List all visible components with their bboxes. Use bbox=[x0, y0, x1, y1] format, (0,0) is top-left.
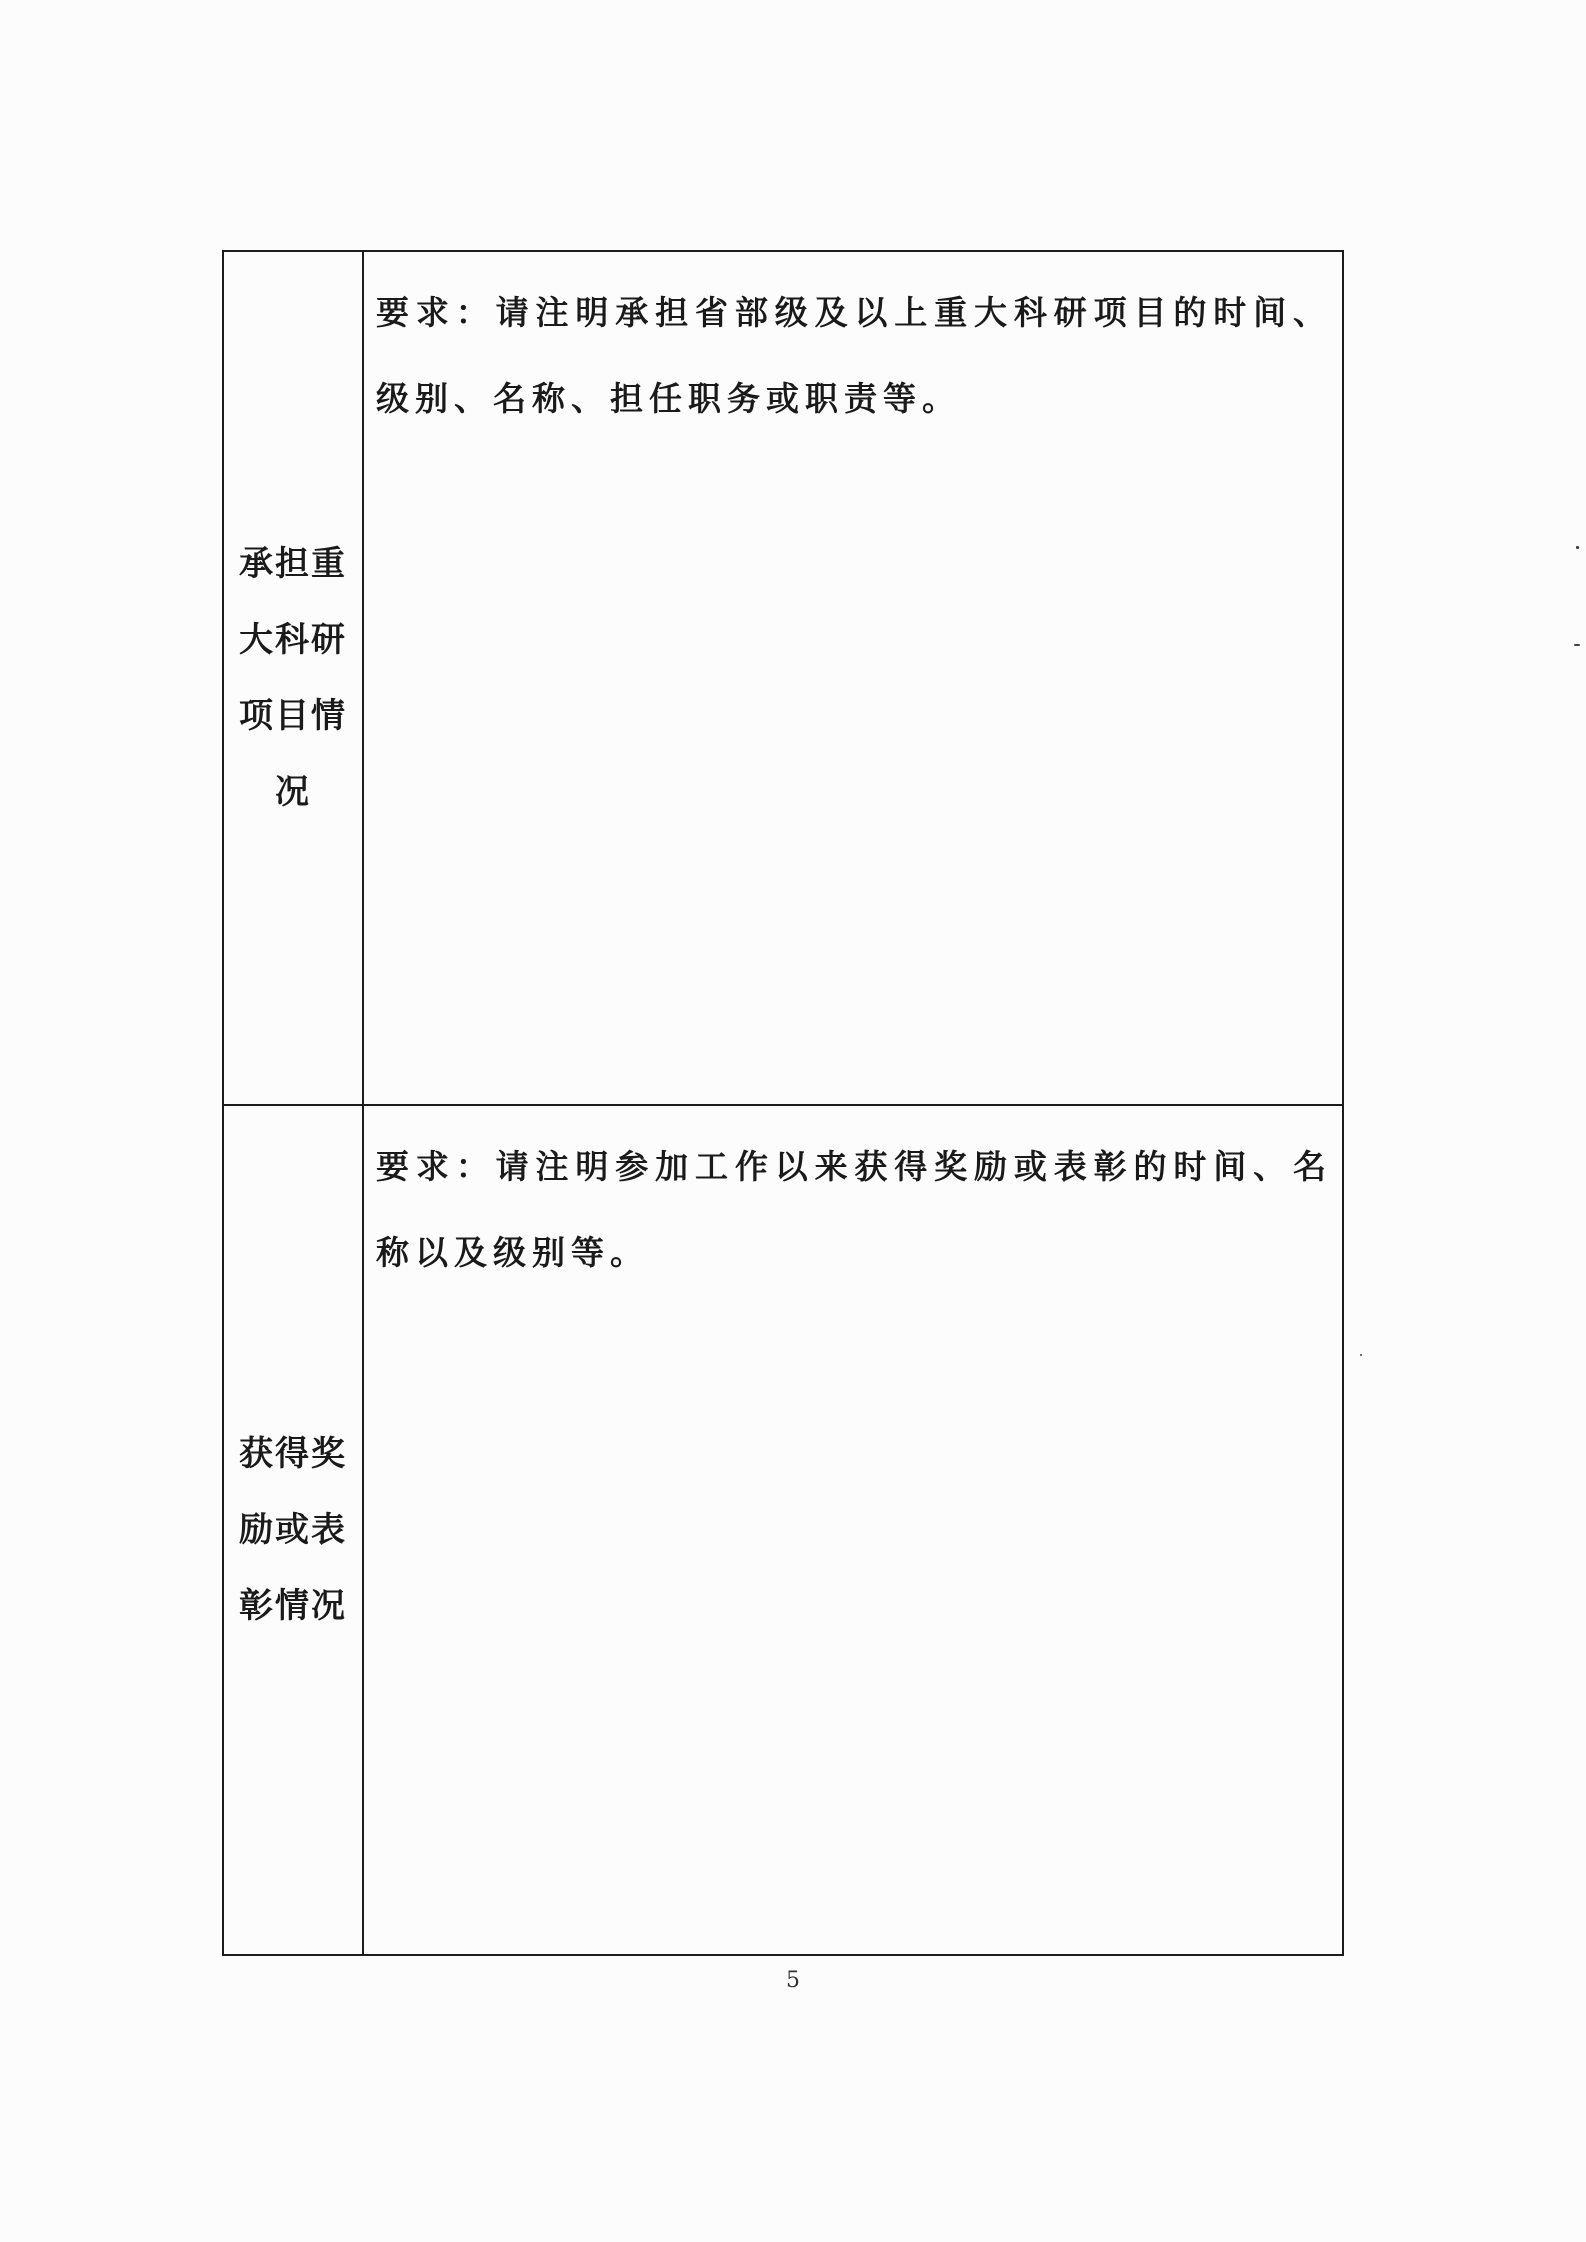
requirement-text: 要求：请注明承担省部级及以上重大科研项目的时间、级别、名称、担任职务或职责等。 bbox=[376, 293, 1332, 418]
scan-speck bbox=[1576, 546, 1579, 549]
table-row-research-projects bbox=[223, 251, 1343, 1105]
label-cell-research-projects bbox=[223, 251, 363, 1105]
row-label: 获得奖励或表彰情况 bbox=[239, 1434, 347, 1626]
table-row-awards bbox=[223, 1105, 1343, 1955]
page-number: 5 bbox=[786, 1968, 800, 1993]
content-cell-awards[interactable] bbox=[363, 1105, 1343, 1955]
label-cell-awards bbox=[223, 1105, 363, 1955]
form-table bbox=[222, 250, 1344, 1956]
scan-speck bbox=[1574, 644, 1580, 646]
requirement-text: 要求：请注明参加工作以来获得奖励或表彰的时间、名称以及级别等。 bbox=[376, 1147, 1332, 1272]
content-cell-research-projects[interactable] bbox=[363, 251, 1343, 1105]
scan-speck bbox=[1360, 1354, 1362, 1356]
row-label: 承担重大科研项目情况 bbox=[239, 544, 347, 812]
